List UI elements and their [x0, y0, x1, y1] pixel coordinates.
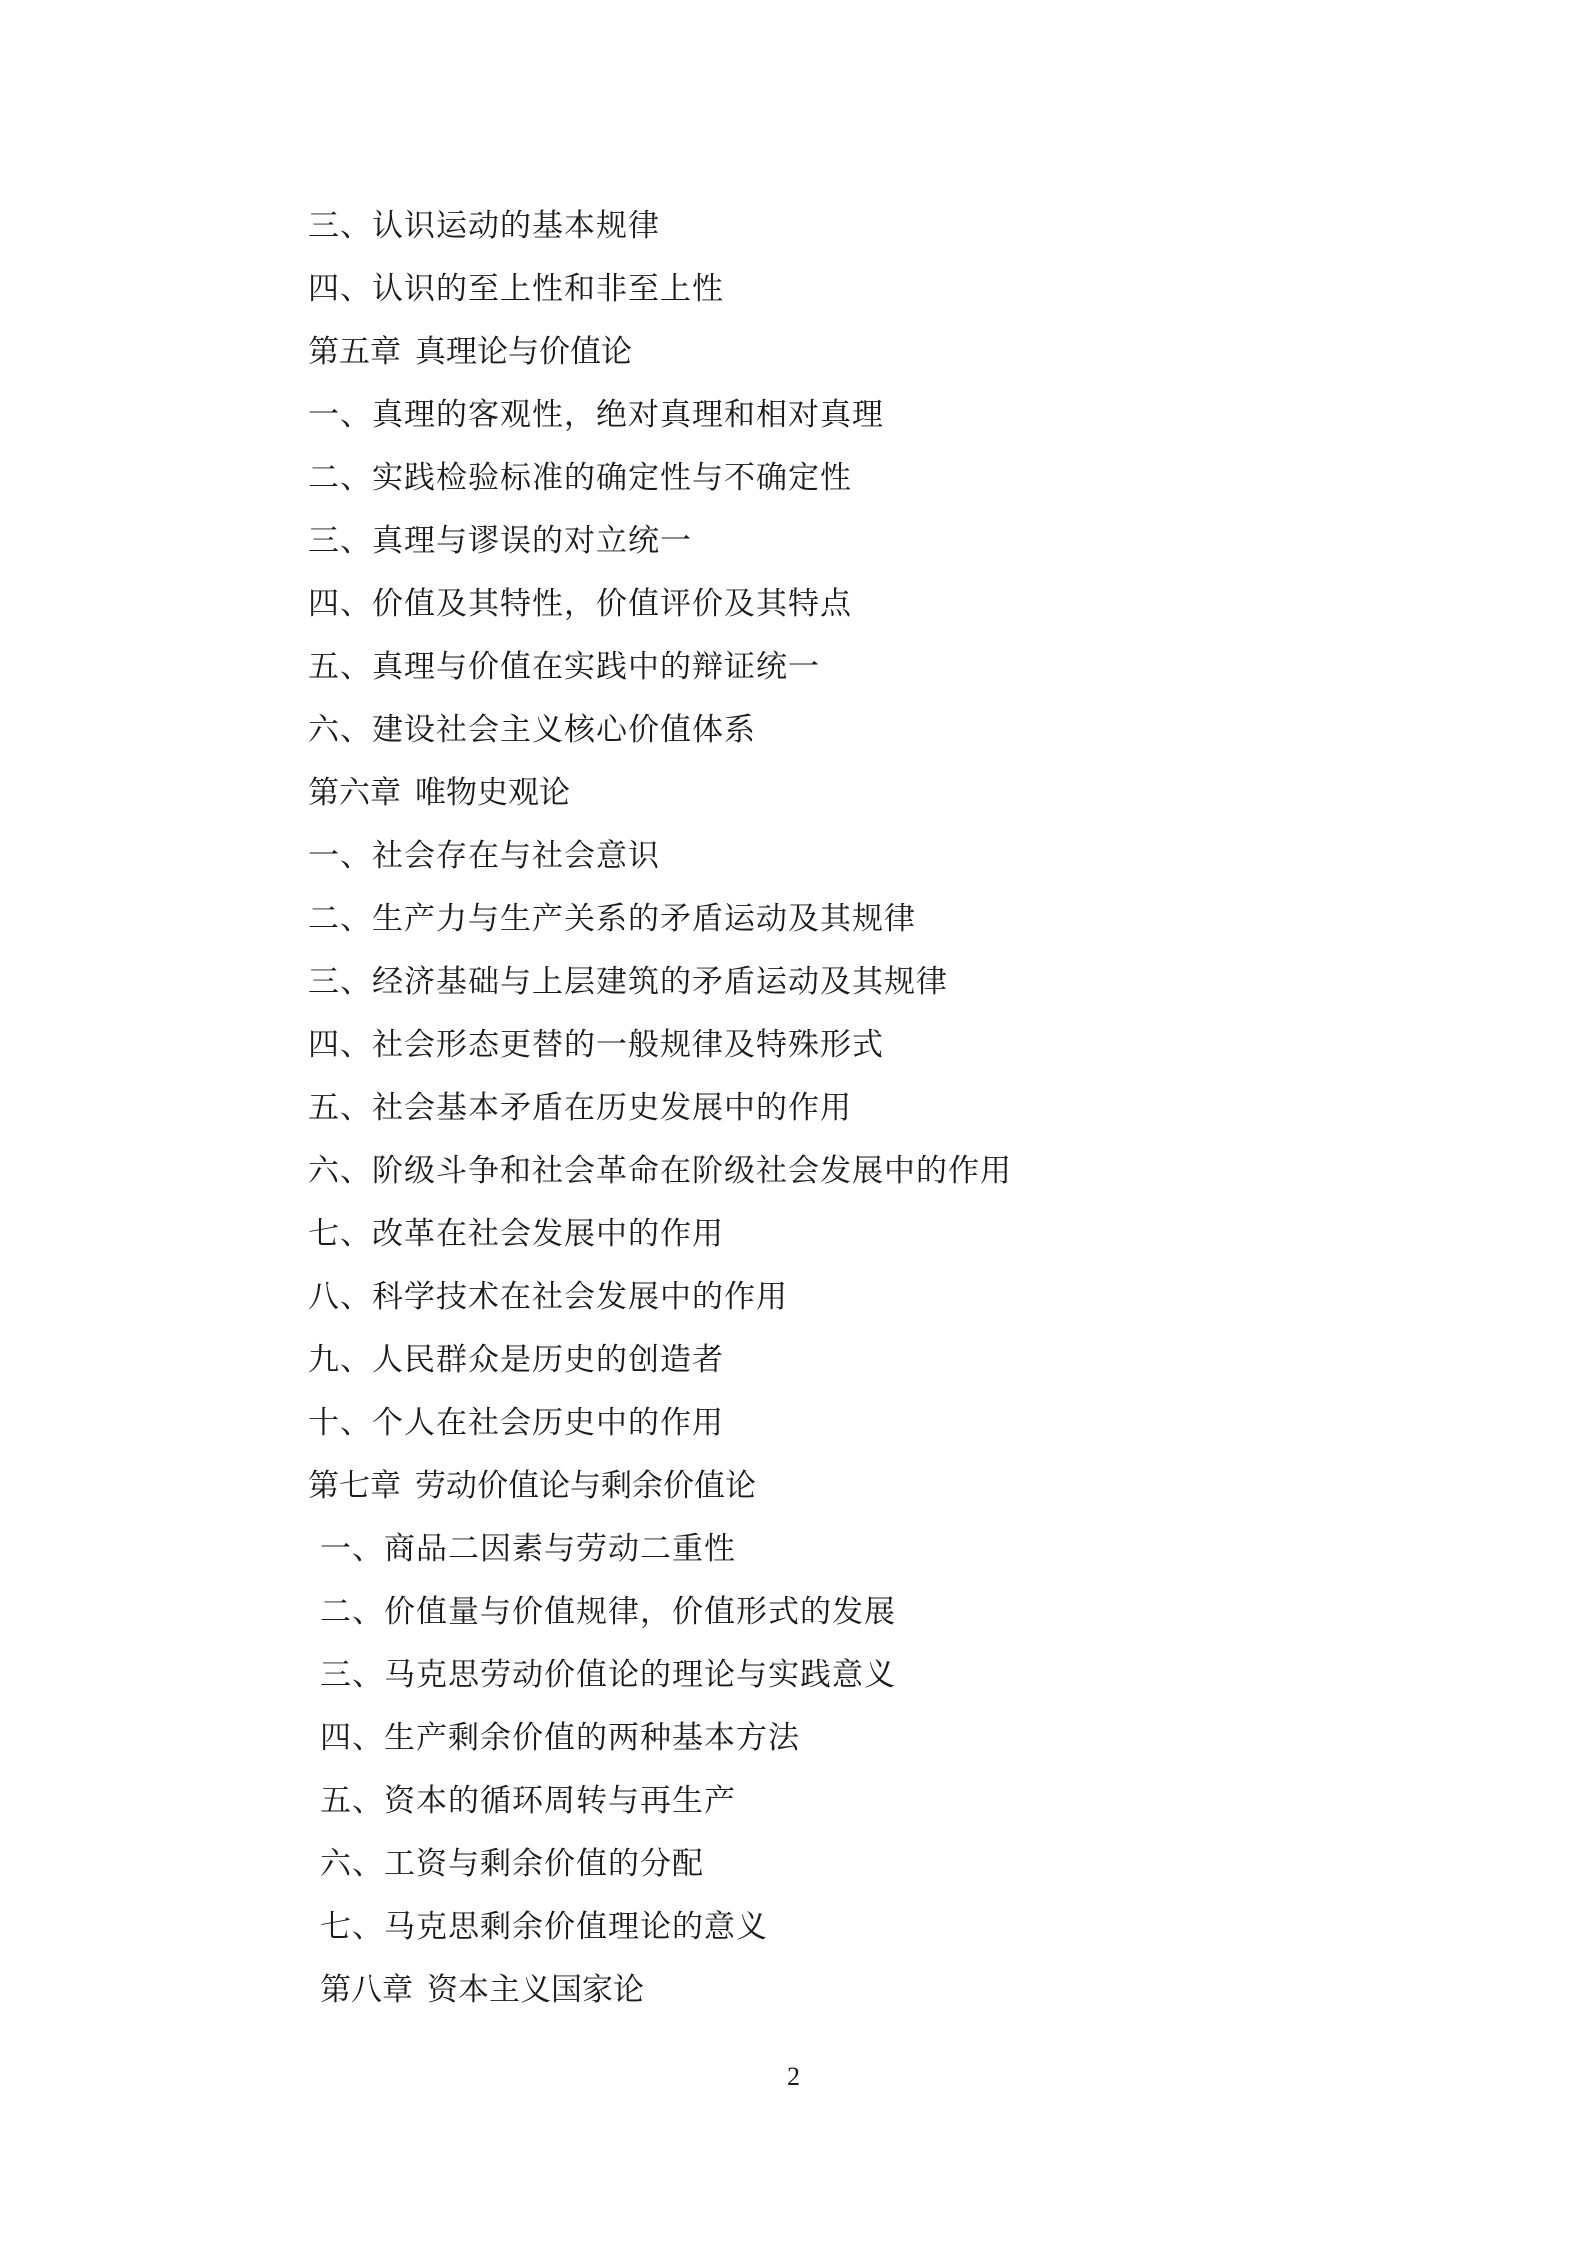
outline-item: 七、改革在社会发展中的作用	[308, 1216, 724, 1252]
chapter-title: 劳动价值论与剩余价值论	[415, 1468, 756, 1504]
outline-item: 七、马克思剩余价值理论的意义	[320, 1909, 768, 1945]
outline-item: 三、经济基础与上层建筑的矛盾运动及其规律	[308, 964, 948, 1000]
chapter-heading	[308, 773, 570, 813]
outline-item: 六、建设社会主义核心价值体系	[308, 712, 756, 748]
chapter-number: 第六章	[308, 775, 401, 811]
outline-item: 三、真理与谬误的对立统一	[308, 523, 692, 559]
outline-item: 六、工资与剩余价值的分配	[320, 1846, 704, 1882]
chapter-heading	[308, 332, 632, 372]
chapter-title: 真理论与价值论	[415, 334, 632, 370]
outline-item: 六、阶级斗争和社会革命在阶级社会发展中的作用	[308, 1153, 1012, 1189]
outline-item: 三、认识运动的基本规律	[308, 208, 660, 244]
outline-item: 四、社会形态更替的一般规律及特殊形式	[308, 1027, 884, 1063]
outline-item: 一、社会存在与社会意识	[308, 838, 660, 874]
outline-item: 五、社会基本矛盾在历史发展中的作用	[308, 1090, 852, 1126]
chapter-heading	[308, 1466, 756, 1506]
chapter-number: 第五章	[308, 334, 401, 370]
outline-item: 一、真理的客观性，绝对真理和相对真理	[308, 397, 884, 433]
chapter-number: 第七章	[308, 1468, 401, 1504]
chapter-title: 资本主义国家论	[427, 1972, 644, 2008]
outline-item: 二、价值量与价值规律，价值形式的发展	[320, 1594, 896, 1630]
chapter-heading	[320, 1970, 644, 2010]
outline-item: 四、生产剩余价值的两种基本方法	[320, 1720, 800, 1756]
chapter-title: 唯物史观论	[415, 775, 570, 811]
outline-item: 五、资本的循环周转与再生产	[320, 1783, 736, 1819]
outline-item: 九、人民群众是历史的创造者	[308, 1342, 724, 1378]
outline-item: 八、科学技术在社会发展中的作用	[308, 1279, 788, 1315]
outline-item: 二、生产力与生产关系的矛盾运动及其规律	[308, 901, 916, 937]
outline-item: 十、个人在社会历史中的作用	[308, 1405, 724, 1441]
outline-item: 三、马克思劳动价值论的理论与实践意义	[320, 1657, 896, 1693]
outline-item: 一、商品二因素与劳动二重性	[320, 1531, 736, 1567]
page-number: 2	[787, 2062, 800, 2091]
outline-item: 五、真理与价值在实践中的辩证统一	[308, 649, 820, 685]
chapter-number: 第八章	[320, 1972, 413, 2008]
outline-item: 二、实践检验标准的确定性与不确定性	[308, 460, 852, 496]
outline-item: 四、认识的至上性和非至上性	[308, 271, 724, 307]
outline-item: 四、价值及其特性，价值评价及其特点	[308, 586, 852, 622]
